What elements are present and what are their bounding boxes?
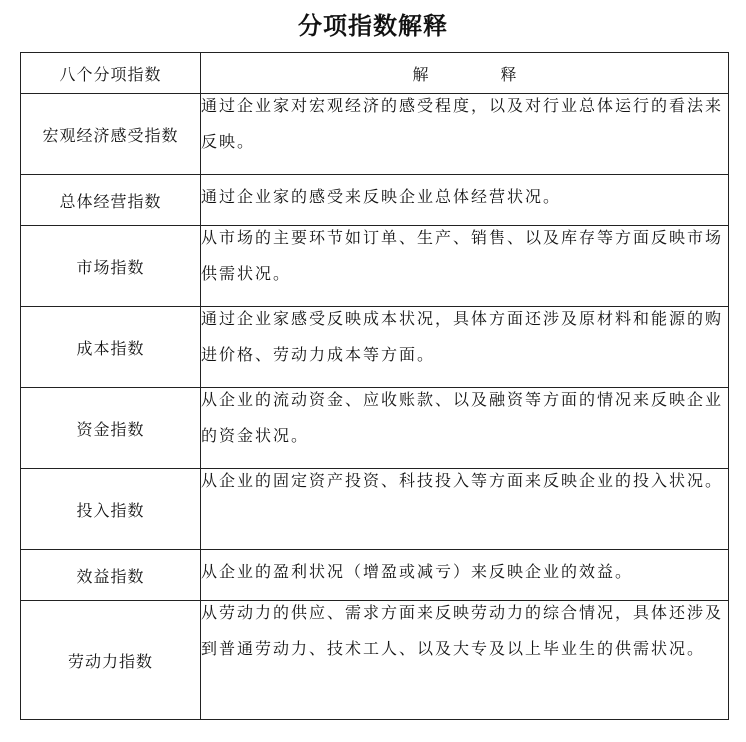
table-row (21, 307, 729, 388)
table-row (21, 226, 729, 307)
table-row (21, 469, 729, 550)
index-description-text: 通过企业家的感受来反映企业总体经营状况。 (201, 187, 562, 206)
table-row (21, 388, 729, 469)
table-row (21, 601, 729, 720)
index-description (201, 94, 729, 175)
index-description (201, 601, 729, 720)
index-description-text: 从市场的主要环节如订单、生产、销售、以及库存等方面反映市场供需状况。 (201, 228, 724, 283)
index-description (201, 307, 729, 388)
index-description-text: 从企业的流动资金、应收账款、以及融资等方面的情况来反映企业的资金状况。 (201, 390, 724, 445)
index-description-text: 从劳动力的供应、需求方面来反映劳动力的综合情况，具体还涉及到普通劳动力、技术工人、以及大专及以上毕业生的供需状况。 (201, 603, 724, 658)
index-description-text: 通过企业家感受反映成本状况，具体方面还涉及原材料和能源的购进价格、劳动力成本等方面。 (201, 309, 724, 364)
index-name: 总体经营指数 (21, 175, 201, 226)
table-row (21, 175, 729, 226)
index-name: 劳动力指数 (21, 601, 201, 720)
index-description-text: 从企业的盈利状况（增盈或减亏）来反映企业的效益。 (201, 562, 634, 581)
index-name: 投入指数 (21, 469, 201, 550)
page-title: 分项指数解释 (298, 12, 448, 40)
index-description (201, 226, 729, 307)
table-row (21, 550, 729, 601)
header-index-name: 八个分项指数 (21, 53, 201, 94)
header-explanation-char-1: 解 (412, 64, 429, 84)
index-description (201, 175, 729, 226)
index-name: 效益指数 (21, 550, 201, 601)
index-name: 成本指数 (21, 307, 201, 388)
index-name: 市场指数 (21, 226, 201, 307)
index-description-text: 从企业的固定资产投资、科技投入等方面来反映企业的投入状况。 (201, 471, 724, 490)
index-description-text: 通过企业家对宏观经济的感受程度，以及对行业总体运行的看法来反映。 (201, 96, 724, 151)
index-name: 资金指数 (21, 388, 201, 469)
index-description (201, 550, 729, 601)
table-row (21, 94, 729, 175)
index-explanation-table (20, 52, 729, 720)
header-explanation-char-2: 释 (500, 64, 517, 84)
index-name: 宏观经济感受指数 (21, 94, 201, 175)
index-description (201, 388, 729, 469)
index-description (201, 469, 729, 550)
